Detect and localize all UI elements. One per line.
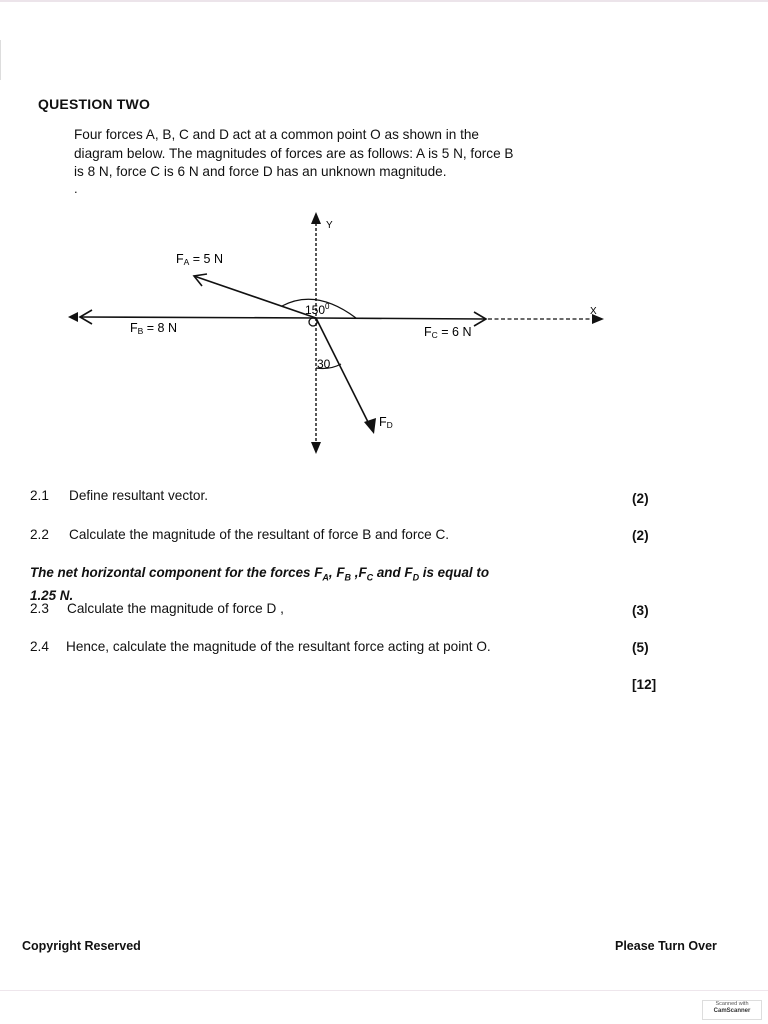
- force-c-label: FC = 6 N: [424, 325, 472, 340]
- question-intro: [74, 126, 634, 182]
- force-b-label: FB = 8 N: [130, 321, 178, 336]
- camscanner-brand: CamScanner: [713, 1008, 751, 1014]
- question-2-2-number: 2.2: [30, 527, 49, 542]
- question-2-3-number: 2.3: [30, 601, 49, 616]
- question-2-4-marks: (5): [632, 640, 649, 655]
- question-2-2-text: Calculate the magnitude of the resultant of force B and force C.: [69, 527, 450, 542]
- scan-edge-top: [0, 0, 768, 2]
- force-b-vector: [80, 317, 316, 318]
- force-a-vector: [194, 276, 316, 318]
- question-2-3-text: Calculate the magnitude of force D ,: [67, 601, 284, 616]
- footer-turn-over: Please Turn Over: [615, 939, 717, 953]
- camscanner-small-text: Scanned with: [715, 1001, 749, 1007]
- force-diagram: [0, 200, 768, 470]
- y-axis-top-arrowhead: [311, 212, 321, 224]
- y-axis-label: Y: [326, 220, 333, 231]
- intro-line-2: diagram below. The magnitudes of forces are as follows: A is 5 N, force B: [74, 145, 514, 161]
- origin-point: [309, 318, 317, 326]
- camscanner-watermark: [702, 1000, 762, 1020]
- origin-label: O: [306, 318, 315, 330]
- question-2-2-marks: (2): [632, 528, 649, 543]
- intro-line-1: Four forces A, B, C and D act at a common point O as shown in the: [74, 127, 479, 142]
- intro-dot: .: [74, 181, 78, 196]
- angle-30-label: 30: [317, 357, 331, 371]
- force-d-vector: [316, 318, 372, 430]
- question-2-1-text: Define resultant vector.: [69, 488, 209, 503]
- footer-copyright: Copyright Reserved: [22, 939, 141, 953]
- question-2-1-number: 2.1: [30, 488, 49, 503]
- question-2-1-marks: (2): [632, 491, 649, 506]
- force-a-label: FA = 5 N: [176, 252, 224, 267]
- question-2-4-number: 2.4: [30, 639, 49, 654]
- force-d-label: FD: [379, 415, 393, 430]
- angle-150-label: $150^0$: [305, 302, 330, 317]
- question-2-3-marks: (3): [632, 603, 649, 618]
- force-b-outer-arrowhead: [68, 312, 78, 322]
- y-axis-bottom-arrowhead: [311, 442, 321, 454]
- force-c-vector: [316, 318, 486, 319]
- force-d-arrowhead: [364, 418, 376, 434]
- scan-edge-bottom: [0, 990, 768, 991]
- horizontal-component-note: The net horizontal component for the forces $F_A$, $F_B$ $,F_C$ and $F_D$ is equal to 1.25 N.: [30, 565, 490, 603]
- question-title: QUESTION TWO: [38, 96, 151, 112]
- question-2-4-text: Hence, calculate the magnitude of the resultant force acting at point O.: [66, 639, 491, 654]
- x-axis-label: X: [590, 306, 597, 317]
- total-marks: [12]: [632, 677, 657, 692]
- scan-edge-left: [0, 40, 1, 80]
- note-line-2: 1.25 N.: [30, 587, 74, 603]
- intro-line-3: is 8 N, force C is 6 N and force D has an unknown magnitude.: [74, 164, 447, 179]
